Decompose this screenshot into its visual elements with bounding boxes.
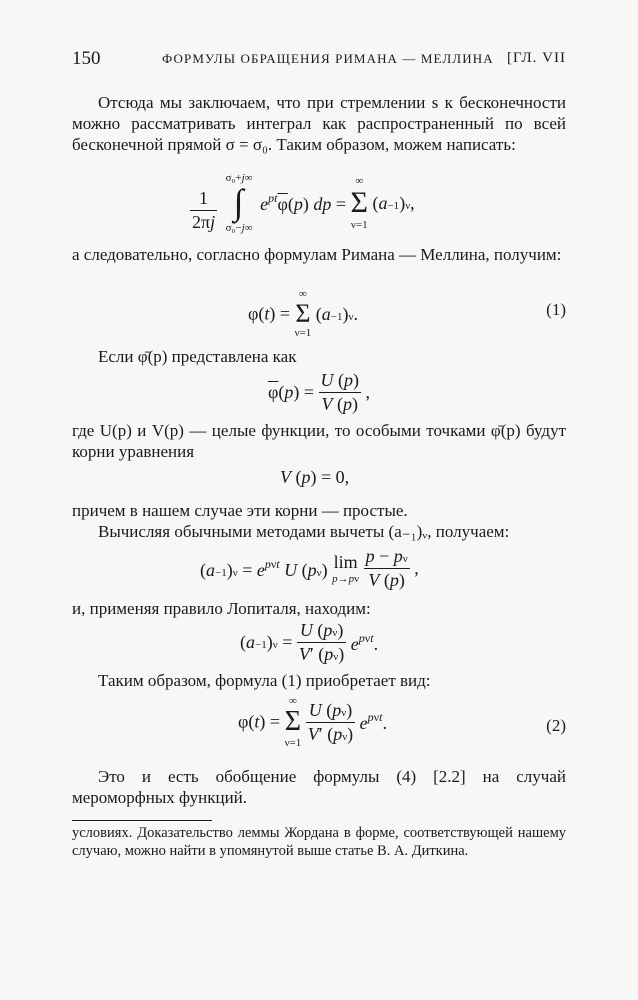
paragraph-5: причем в нашем случае эти корни — простые. bbox=[72, 501, 408, 520]
equation-lhopital: (a−1)ν = $\frac{U (p\nu)}{V' (p\nu)}$ $e^{p\nu t}$. bbox=[240, 620, 379, 664]
page-header bbox=[72, 48, 566, 72]
paragraph-1: Отсюда мы заключаем, что при стремлении s к бесконечности можно рассматривать интеграл как распространенный по всей бесконечной прямой σ = σ₀. Таким образом, можем написать: bbox=[72, 93, 566, 154]
equation-ratio: $\overline{\varphi}(p)$ = $\frac{U (p)}{V (p)}$ , bbox=[268, 370, 371, 414]
equation-2: φ(t) = ∞ Σ ν=1 $\frac{U (p\nu)}{V' (p\nu)}$ $e^{p\nu t}$. bbox=[238, 695, 387, 749]
paragraph-9: Это и есть обобщение формулы (4) [2.2] на случай мероморфных функций. bbox=[72, 767, 566, 807]
paragraph-3: Если φ̄(p) представлена как bbox=[98, 347, 297, 366]
paragraph-2: а следовательно, согласно формулам Римана — Меллина, получим: bbox=[72, 245, 562, 264]
footnote-rule bbox=[72, 820, 212, 821]
paragraph-7: и, применяя правило Лопиталя, находим: bbox=[72, 599, 371, 618]
paragraph-8: Таким образом, формула (1) приобретает вид: bbox=[98, 671, 431, 690]
equation-integral: $\frac{1}{2\pi j}$ σ₀+j∞ ∫ σ₀−j∞ $e^{pt}\overline{\varphi}(p)$ dp = ∞ Σ ν=1 (a−1)ν, bbox=[192, 172, 415, 234]
page-number: 150 bbox=[72, 48, 101, 69]
equation-1: φ(t) = ∞ Σ ν=1 (a−1)ν. bbox=[248, 288, 358, 339]
equation-roots: V (p) = 0, bbox=[280, 467, 350, 487]
running-title: ФОРМУЛЫ ОБРАЩЕНИЯ РИМАНА — МЕЛЛИНА bbox=[162, 51, 494, 66]
equation-number-1: (1) bbox=[546, 300, 566, 319]
footnote: условиях. Доказательство леммы Жордана в форме, соответствующей нашему случаю, можно найти в упомянутой выше статье В. А. Диткина. bbox=[72, 825, 566, 859]
paragraph-4: где U(p) и V(p) — целые функции, то особыми точками φ̄(p) будут корни уравнения bbox=[72, 421, 566, 461]
paragraph-6: Вычисляя обычными методами вычеты (a₋₁)ᵥ, получаем: bbox=[98, 522, 510, 541]
equation-residue: $(a-1)\nu = e^{p\nu t}$ U (pν) lim p→pν $\frac{p - p\nu}{V (p)}$ , bbox=[200, 546, 419, 590]
equation-number-2: (2) bbox=[546, 716, 566, 735]
chapter-marker: [ГЛ. VII bbox=[506, 50, 566, 66]
